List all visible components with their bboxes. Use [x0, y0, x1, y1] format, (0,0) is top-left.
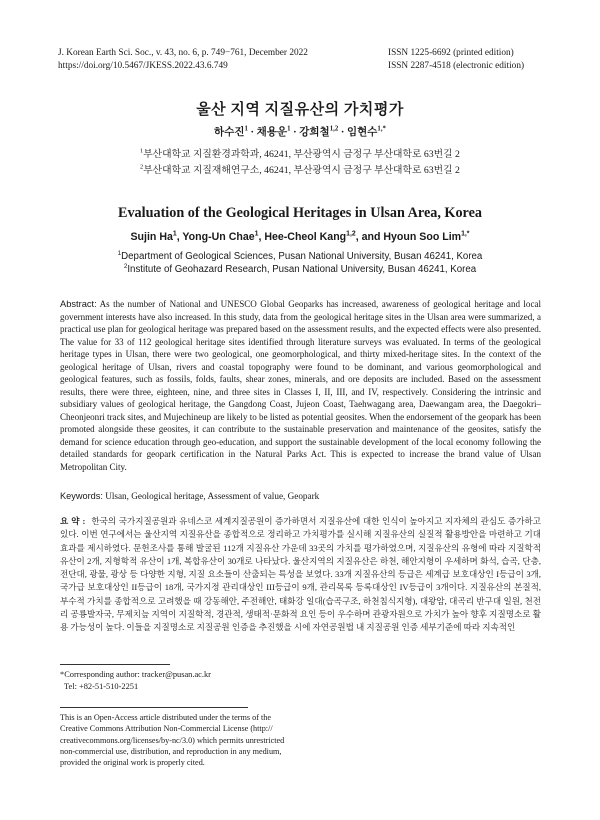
- aff-text: 부산대학교 지질환경과학과, 46241, 부산광역시 금정구 부산대학로 63번길 2: [143, 149, 460, 160]
- korean-summary-label: 요약:: [60, 516, 89, 526]
- author-affiliation-mark: 1,2: [346, 230, 356, 238]
- aff-sup: 2: [123, 262, 128, 270]
- english-affiliation-2: [0, 264, 600, 275]
- author-separator: ·: [290, 127, 300, 138]
- license-divider: [60, 707, 248, 708]
- keywords-text: Ulsan, Geological heritage, Assessment of value, Geopark: [102, 491, 320, 501]
- keywords: [60, 491, 541, 501]
- license-line: non-commercial use, distribution, and reproduction in any medium,: [60, 746, 282, 756]
- journal-citation: J. Korean Earth Sci. Soc., v. 43, no. 6, p. 749−761, December 2022: [58, 48, 308, 58]
- author-name: Sujin Ha: [130, 231, 173, 243]
- license-line: Creative Commons Attribution Non-Commercial License (http://: [60, 724, 273, 734]
- author-separator: , and: [355, 231, 384, 243]
- english-title: Evaluation of the Geological Heritages in Ulsan Area, Korea: [118, 205, 482, 221]
- author-name: 임현수: [346, 127, 378, 138]
- telephone: Tel: +82-51-510-2251: [64, 682, 139, 691]
- journal-header-left: [58, 47, 308, 73]
- english-affiliation-1: [0, 251, 600, 262]
- open-access-license: [60, 712, 285, 768]
- corresponding-author: *Corresponding author: tracker@pusan.ac.kr: [60, 670, 211, 679]
- author-affiliation-mark: 1: [244, 125, 248, 133]
- aff-sup: 2: [140, 163, 144, 171]
- footnote-divider: [60, 664, 170, 665]
- author-affiliation-mark: 1: [254, 230, 259, 238]
- abstract: [60, 298, 541, 473]
- author-affiliation-mark: 1,*: [461, 230, 470, 238]
- author-name: Hyoun Soo Lim: [383, 231, 462, 243]
- issn-electronic: ISSN 2287-4518 (electronic edition): [388, 61, 525, 71]
- author-affiliation-mark: 1,2: [329, 125, 339, 133]
- aff-sup: 1: [140, 147, 144, 155]
- footnote: [60, 669, 211, 693]
- author-name: Yong-Un Chae: [182, 231, 255, 243]
- aff-text: Department of Geological Sciences, Pusan National University, Busan 46241, Korea: [121, 251, 483, 262]
- korean-affiliation-1: [0, 146, 600, 160]
- korean-affiliation-2: [0, 162, 600, 176]
- license-line: provided the original work is properly cited.: [60, 758, 205, 768]
- author-separator: ·: [338, 127, 347, 138]
- korean-summary: [60, 515, 541, 635]
- korean-summary-text: 한국의 국가지질공원과 유네스코 세계지질공원이 증가하면서 지질유산에 대한 인식이 높아지고 지자체의 관심도 증가하고 있다. 이번 연구에서는 울산지역 지질유산을 종합적으로 정리하고 가치평가를 실시해 지질유산의 실질적 활용방안을 마련하고 기대효과를 제시하였다. 문헌조사를 통해 발굴된 112개 지질유산 가운데 33곳의 가치를 평가하였으며, 지질유산의 유형에 따라 지질학적 유산이 2개, 지형학적 유산이 1개, 복합유산이 30개로 나타났다. 울산지역의 지질유산은 하천, 해안지형이 우세하며 화석, 습곡, 단층, 전단대, 광물, 광상 등 다양한 지형, 지질 요소들이 산출되는 특성을 보였다. 33개 지질유산의 등급은 세계급 보호대상인 I등급이 3개, 국가급 보호대상인 II등급이 18개, 국가지정 관리대상인 III등급이 9개, 관리목록 등록대상인 IV등급이 3개이다. 지질유산의 본질적, 부수적 가치를 종합적으로 고려했을 때 강동해안, 주전해안, 태화강 일대(습곡구조, 하천침식지형), 대왕암, 대곡리 반구대 일원, 천전리 공룡발자국, 무제치늪 지역이 지질학적, 경관적, 생태적·문화적 요인 등이 우수하며 관광자원으로 가치가 높아 향후 지질명소로 활용 가능성이 높다. 이들을 지질명소로 지질공원 인증을 추진했을 시에 자연공원법 내 지질공원 인증 세부기준에 따라 지속적인: [60, 516, 541, 633]
- author-name: 강희철: [299, 127, 330, 138]
- journal-header-right: [388, 47, 524, 73]
- author-affiliation-mark: 1: [287, 125, 291, 133]
- license-line: This is an Open-Access article distributed under the terms of the: [60, 713, 271, 722]
- aff-text: Institute of Geohazard Research, Pusan National University, Busan 46241, Korea: [127, 264, 477, 275]
- license-line: creativecommons.org/licenses/by-nc/3.0) which permits unrestricted: [60, 735, 285, 745]
- author-affiliation-mark: 1,*: [377, 125, 386, 133]
- korean-authors: [0, 124, 600, 139]
- author-name: 채용운: [256, 127, 288, 138]
- korean-title: 울산 지역 지질유산의 가치평가: [196, 102, 404, 118]
- abstract-label: Abstract:: [60, 299, 97, 309]
- author-affiliation-mark: 1: [172, 230, 177, 238]
- aff-sup: 1: [117, 249, 122, 257]
- author-separator: ,: [176, 231, 183, 243]
- keywords-label: Keywords:: [60, 491, 103, 501]
- author-separator: ·: [247, 127, 257, 138]
- author-separator: ,: [258, 231, 265, 243]
- english-authors: [0, 231, 600, 243]
- issn-print: ISSN 1225-6692 (printed edition): [388, 48, 514, 58]
- doi-link[interactable]: https://doi.org/10.5467/JKESS.2022.43.6.749: [58, 61, 228, 71]
- aff-text: 부산대학교 지질재해연구소, 46241, 부산광역시 금정구 부산대학로 63번길 2: [143, 165, 460, 176]
- author-name: Hee-Cheol Kang: [264, 231, 347, 243]
- author-name: 하수진: [214, 127, 245, 138]
- abstract-text: As the number of National and UNESCO Global Geoparks has increased, awareness of geological heritage and local government interests have also increased. In this study, data from the geological heritage sites in the Ulsan area were summarized, a practical use plan for geological heritage was prepared based on the assessment results, and the expected effects were also presented. The value for 33 of 112 geological heritage sites identified through literature surveys was evaluated. In terms of the geological heritage types in Ulsan, there were two geological, one geomorphological, and thirty mixed-heritage sites. In the context of the geological heritage of Ulsan, rivers and coastal topography were found to be dominant, and various geomorphological and geological features, such as fossils, folds, faults, shear zones, minerals, and ore deposits are included. Based on the assessment results, there were three, eighteen, nine, and three sites in Classes I, II, III, and IV, respectively. Considering the intrinsic and subsidiary values of geological heritage, the Gangdong Coast, Jujeon Coast, Taehwagang area, Daewangam area, the Daegokri–Cheonjeonri track sites, and Mujechineup are likely to be listed as potential geosites. When the endorsement of the geopark has been promoted alongside these geosites, it can contribute to the sustainable preservation and maintenance of the geosites, satisfy the demand for science education through geo-education, and support the sustainable development of the local economy following the detailed standards for geopark certification in the Natural Parks Act. This is expected to increase the brand value of Ulsan Metropolitan City.: [60, 299, 541, 472]
